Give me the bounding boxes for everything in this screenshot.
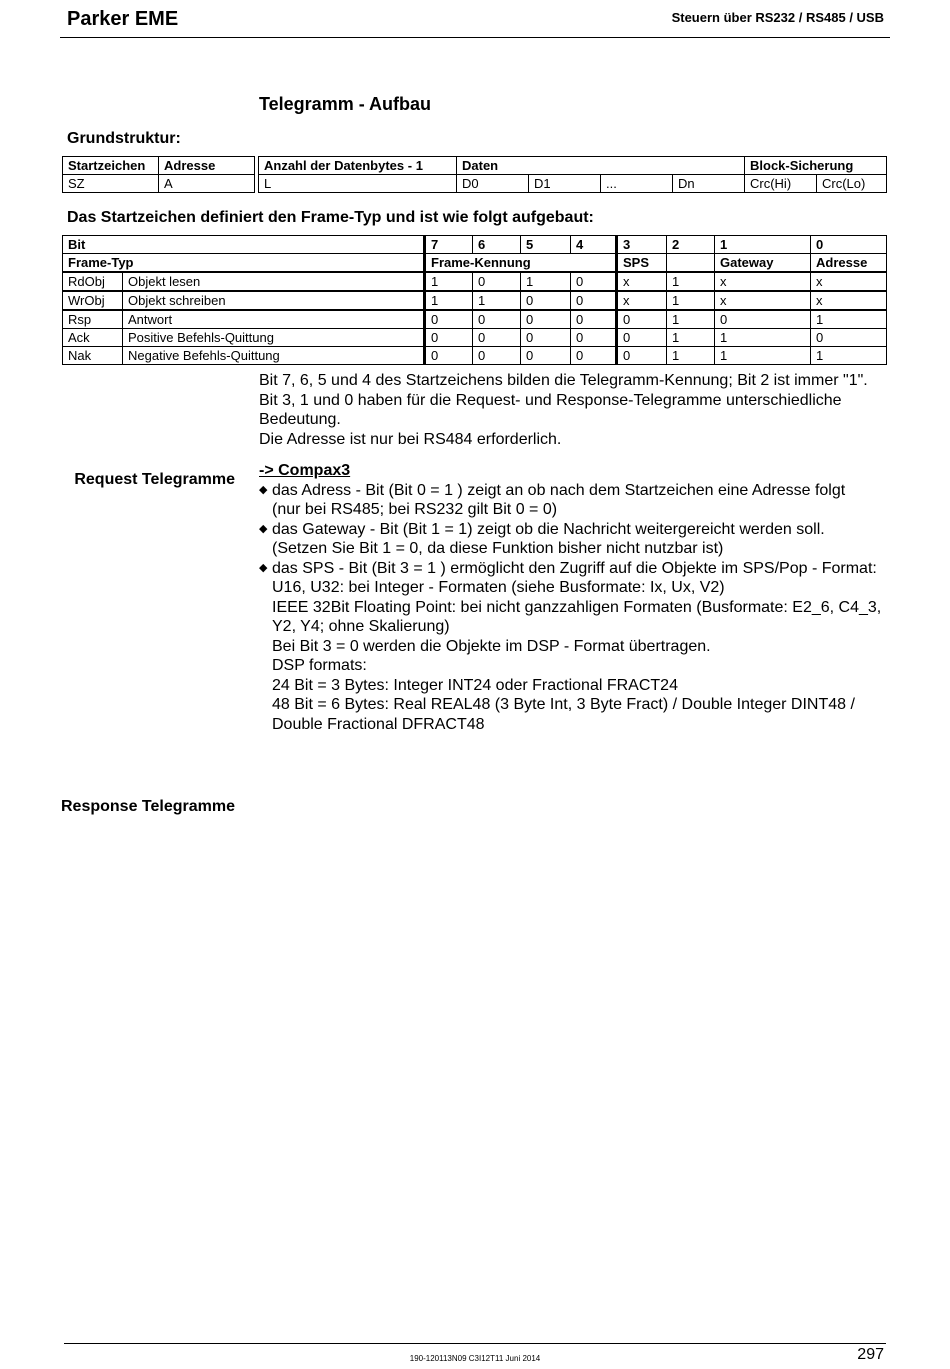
table-cell: 1 xyxy=(667,291,715,310)
table-cell: 1 xyxy=(425,291,473,310)
table-cell: x xyxy=(617,291,667,310)
table-cell: 0 xyxy=(571,310,617,329)
body-text xyxy=(259,371,889,734)
grundstruktur-header-row xyxy=(63,157,887,175)
bullet-text: (Setzen Sie Bit 1 = 0, da diese Funktion bisher nicht nutzbar ist) xyxy=(272,540,724,557)
table-cell: 0 xyxy=(521,291,571,310)
bullet-item xyxy=(259,520,889,559)
table-cell: x xyxy=(811,272,887,291)
table-cell: 0 xyxy=(571,272,617,291)
table-cell: 1 xyxy=(667,329,715,347)
grundstruktur-value-row xyxy=(63,175,887,193)
bullet-text: das SPS - Bit (Bit 3 = 1 ) ermöglicht den Zugriff auf die Objekte im SPS/Pop - Format: xyxy=(272,559,877,577)
table-cell: 0 xyxy=(715,310,811,329)
bullet-detail: DSP formats: xyxy=(272,657,367,674)
table-row xyxy=(63,329,887,347)
table-cell: 0 xyxy=(521,347,571,365)
table-cell: 0 xyxy=(473,347,521,365)
section-title: Telegramm - Aufbau xyxy=(259,94,432,114)
compax3-heading: -> Compax3 xyxy=(259,462,351,479)
table-cell: 1 xyxy=(473,291,521,310)
table-row xyxy=(63,291,887,310)
page-number: 297 xyxy=(857,1346,884,1363)
table-cell xyxy=(667,254,715,273)
table-cell: 0 xyxy=(425,310,473,329)
bullet-item xyxy=(259,559,889,579)
frame-bit-row xyxy=(63,236,887,254)
table-cell: Dn xyxy=(673,175,745,193)
table-cell: 0 xyxy=(425,347,473,365)
diamond-bullet-icon: ◆ xyxy=(259,483,268,496)
table-cell: 3 xyxy=(617,236,667,254)
footer-doc-id: 190-120113N09 C3I12T11 Juni 2014 xyxy=(409,1354,541,1363)
table-cell: ... xyxy=(601,175,673,193)
table-cell: x xyxy=(617,272,667,291)
table-cell: 0 xyxy=(521,329,571,347)
header-right-title: Steuern über RS232 / RS485 / USB xyxy=(671,10,884,25)
table-row xyxy=(63,347,887,365)
table-cell: 0 xyxy=(617,347,667,365)
frame-group-row xyxy=(63,254,887,273)
table-cell: Objekt schreiben xyxy=(123,291,425,310)
table-cell: Ack xyxy=(63,329,123,347)
grundstruktur-title: Grundstruktur: xyxy=(67,130,181,147)
table-cell: 0 xyxy=(811,236,887,254)
table-cell: 1 xyxy=(667,272,715,291)
table-cell: D1 xyxy=(529,175,601,193)
table-cell: Startzeichen xyxy=(63,157,159,175)
table-row xyxy=(63,310,887,329)
table-cell: 6 xyxy=(473,236,521,254)
body-paragraph: Bit 7, 6, 5 und 4 des Startzeichens bilden die Telegramm-Kennung; Bit 2 ist immer "1". xyxy=(259,372,868,389)
table-cell: 0 xyxy=(571,291,617,310)
table-cell: Anzahl der Datenbytes - 1 xyxy=(259,157,457,175)
table-row xyxy=(63,272,887,291)
table-cell: 0 xyxy=(617,310,667,329)
diamond-bullet-icon: ◆ xyxy=(259,522,268,535)
table-cell: Bit xyxy=(63,236,425,254)
table-cell: Adresse xyxy=(811,254,887,273)
table-cell: RdObj xyxy=(63,272,123,291)
table-cell: 1 xyxy=(667,310,715,329)
table-cell: x xyxy=(715,272,811,291)
table-cell: SPS xyxy=(617,254,667,273)
table-cell: Block-Sicherung xyxy=(745,157,887,175)
frame-table-title: Das Startzeichen definiert den Frame-Typ und ist wie folgt aufgebaut: xyxy=(67,209,594,226)
table-cell: x xyxy=(715,291,811,310)
table-cell: Nak xyxy=(63,347,123,365)
table-cell: 1 xyxy=(521,272,571,291)
table-cell: Adresse xyxy=(159,157,255,175)
table-cell: WrObj xyxy=(63,291,123,310)
bullet-detail: 24 Bit = 3 Bytes: Integer INT24 oder Fractional FRACT24 xyxy=(272,676,678,694)
table-cell: Frame-Kennung xyxy=(425,254,617,273)
bullet-detail: IEEE 32Bit Floating Point: bei nicht ganzzahligen Formaten (Busformate: E2_6, C4_3, Y2, Y4; ohne Skalierung) xyxy=(272,598,882,635)
bullet-text: (nur bei RS485; bei RS232 gilt Bit 0 = 0) xyxy=(272,501,558,518)
table-cell: 7 xyxy=(425,236,473,254)
table-cell: L xyxy=(259,175,457,193)
bullet-detail: U16, U32: bei Integer - Formaten (siehe Busformate: Ix, Ux, V2) xyxy=(272,579,725,596)
bullet-text: das Adress - Bit (Bit 0 = 1 ) zeigt an ob nach dem Startzeichen eine Adresse folgt xyxy=(272,481,846,499)
body-paragraph: Die Adresse ist nur bei RS484 erforderlich. xyxy=(259,430,562,448)
table-cell: Objekt lesen xyxy=(123,272,425,291)
table-cell: 0 xyxy=(473,310,521,329)
body-paragraph: Bit 3, 1 und 0 haben für die Request- und Response-Telegramme unterschiedliche Bedeutung. xyxy=(259,391,842,428)
table-cell: 1 xyxy=(811,310,887,329)
bullet-item xyxy=(259,481,889,520)
table-cell: Antwort xyxy=(123,310,425,329)
table-cell: Positive Befehls-Quittung xyxy=(123,329,425,347)
table-cell: 5 xyxy=(521,236,571,254)
header-rule xyxy=(60,37,890,38)
table-cell: 0 xyxy=(425,329,473,347)
footer-rule xyxy=(64,1343,886,1344)
bullet-detail: Bei Bit 3 = 0 werden die Objekte im DSP - Format übertragen. xyxy=(272,637,711,655)
table-cell: 0 xyxy=(473,329,521,347)
table-cell: 0 xyxy=(811,329,887,347)
table-cell: Negative Befehls-Quittung xyxy=(123,347,425,365)
request-telegramme-label: Request Telegramme xyxy=(74,471,235,488)
bullet-detail: 48 Bit = 6 Bytes: Real REAL48 (3 Byte Int, 3 Byte Fract) / Double Integer DINT48 / Double Fractional DFRACT48 xyxy=(272,696,855,733)
table-cell: 4 xyxy=(571,236,617,254)
table-cell: 1 xyxy=(425,272,473,291)
table-cell: 0 xyxy=(571,347,617,365)
table-cell: 0 xyxy=(473,272,521,291)
table-cell: Rsp xyxy=(63,310,123,329)
frame-type-table xyxy=(62,235,887,365)
table-cell: 1 xyxy=(715,329,811,347)
bullet-text: das Gateway - Bit (Bit 1 = 1) zeigt ob die Nachricht weitergereicht werden soll. xyxy=(272,520,825,538)
table-cell: Crc(Lo) xyxy=(817,175,887,193)
table-cell: Frame-Typ xyxy=(63,254,425,273)
table-cell: A xyxy=(159,175,255,193)
table-cell: 2 xyxy=(667,236,715,254)
table-cell: Crc(Hi) xyxy=(745,175,817,193)
table-cell: 0 xyxy=(571,329,617,347)
table-cell: 0 xyxy=(521,310,571,329)
table-cell: Daten xyxy=(457,157,745,175)
table-cell: Gateway xyxy=(715,254,811,273)
table-cell: 1 xyxy=(667,347,715,365)
table-cell: 1 xyxy=(811,347,887,365)
diamond-bullet-icon: ◆ xyxy=(259,561,268,574)
table-cell: 1 xyxy=(715,347,811,365)
table-cell: 0 xyxy=(617,329,667,347)
table-cell: x xyxy=(811,291,887,310)
header-left-title: Parker EME xyxy=(67,8,179,30)
response-telegramme-label: Response Telegramme xyxy=(61,798,235,815)
table-cell: 1 xyxy=(715,236,811,254)
table-cell: D0 xyxy=(457,175,529,193)
table-cell: SZ xyxy=(63,175,159,193)
grundstruktur-table xyxy=(62,156,887,193)
